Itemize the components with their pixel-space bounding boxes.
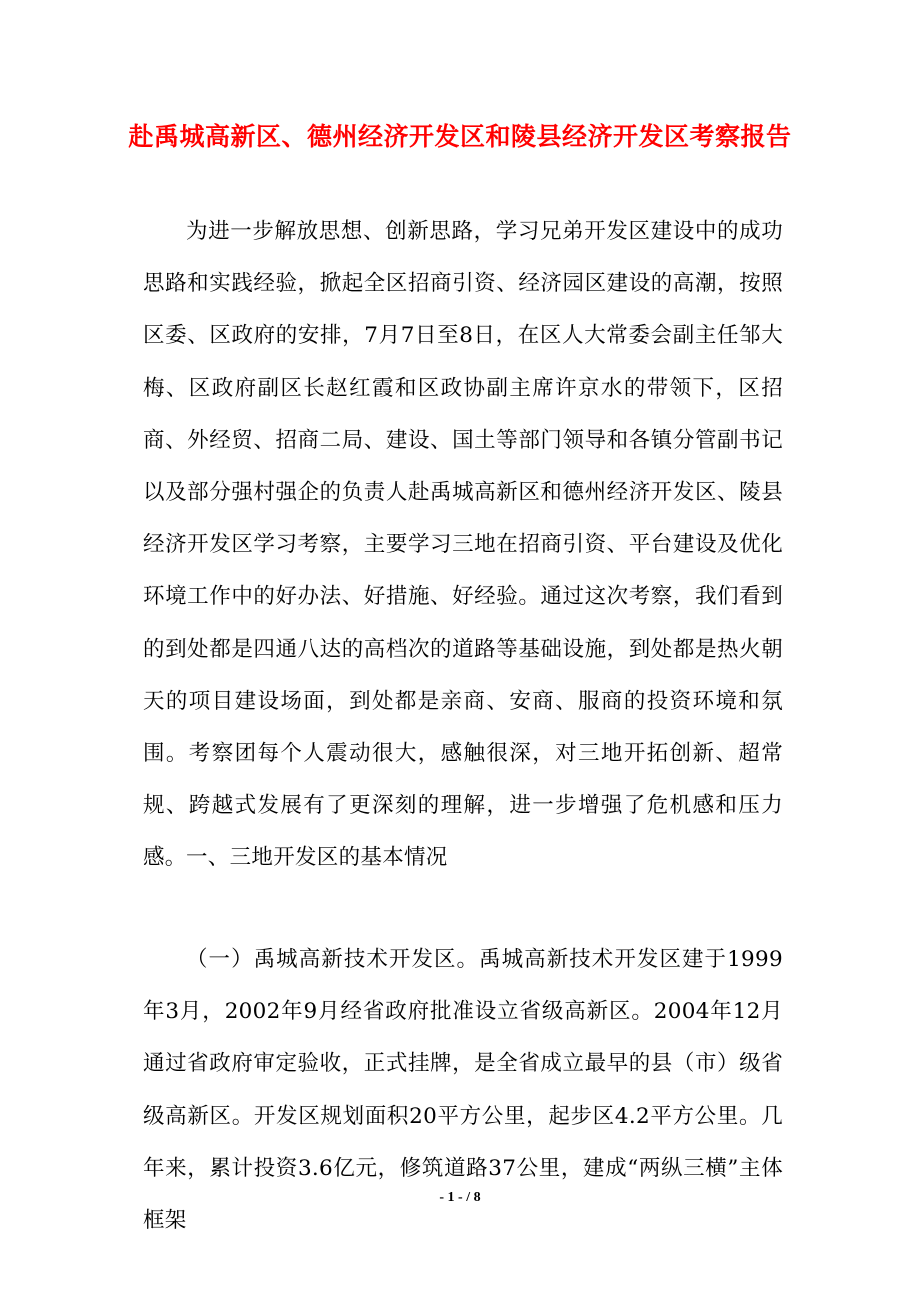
document-title: 赴禹城高新区、德州经济开发区和陵县经济开发区考察报告	[128, 122, 792, 151]
page-number: - 1 - / 8	[439, 1190, 481, 1205]
subsection-paragraph: （一）禹城高新技术开发区。禹城高新技术开发区建于1999年3月，2002年9月经省政府批准设立省级高新区。2004年12月通过省政府审定验收，正式挂牌，是全省成立最早的县（市）级省级高新区。开发区规划面积20平方公里，起步区4.2平方公里。几年来，累计投资3.6亿元，修筑道路37公里，建成“两纵三横”主体框架	[143, 947, 783, 1234]
intro-paragraph: 为进一步解放思想、创新思路，学习兄弟开发区建设中的成功思路和实践经验，掀起全区招商引资、经济园区建设的高潮，按照区委、区政府的安排，7月7日至8日，在区人大常委会副主任邹大梅、区政府副区长赵红霞和区政协副主席许京水的带领下，区招商、外经贸、招商二局、建设、国土等部门领导和各镇分管副书记以及部分强村强企的负责人赴禹城高新区和德州经济开发区、陵县经济开发区学习考察，主要学习三地在招商引资、平台建设及优化环境工作中的好办法、好措施、好经验。通过这次考察，我们看到的到处都是四通八达的高档次的道路等基础设施，到处都是热火朝天的项目建设场面，到处都是亲商、安商、服商的投资环境和氛围。考察团每个人震动很大，感触很深，对三地开拓创新、超常规、跨越式发展有了更深刻的理解，进一步增强了危机感和压力感。	[143, 219, 783, 871]
section-heading: 一、三地开发区的基本情况	[186, 845, 448, 870]
